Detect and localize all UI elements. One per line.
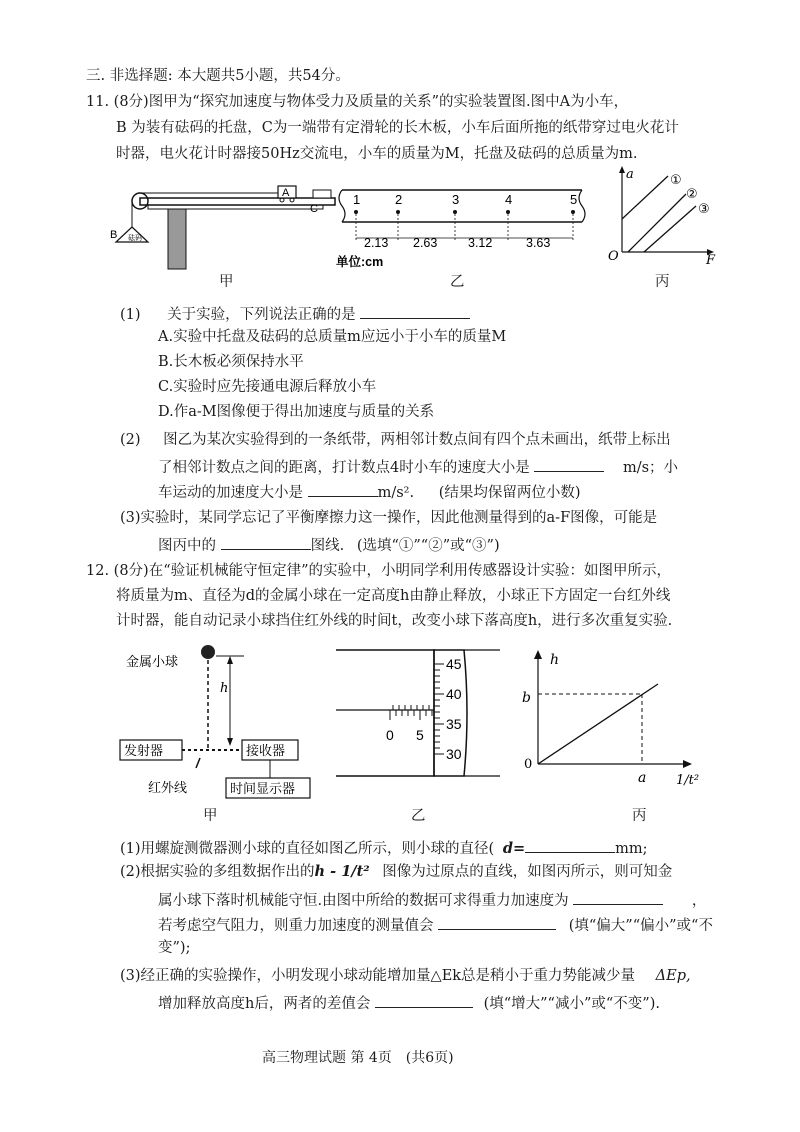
q12-points: (8分) [113, 563, 149, 579]
tape-dot-5 [571, 210, 575, 214]
q11-part-2-line-1 [120, 430, 671, 450]
q12-setup-figure [118, 640, 318, 810]
label-c: C [310, 203, 318, 215]
q12-part-2-text-3b: (填“偏大”“偏小”或“不 [568, 918, 713, 934]
page-footer: 高三物理试题 第 4页 (共6页) [262, 1050, 454, 1066]
q12-stem-line-3: 计时器，能自动记录小球挡住红外线的时间t，改变小球下落高度h，进行多次重复实验. [116, 613, 673, 629]
q12-stem-line-1 [86, 561, 671, 581]
q12-d-symbol: d= [502, 840, 526, 857]
q11-part-2-text-3c: (结果均保留两位小数) [438, 485, 581, 501]
graph-line-1 [622, 176, 668, 219]
q11-stem-line-2: B 为装有砝码的托盘，C为一端带有定滑轮的长木板，小车后面所拖的纸带穿过电火花计 [116, 120, 679, 136]
graph-line-label-3: ③ [698, 201, 710, 216]
tape-distance-2: 2.63 [413, 236, 438, 250]
graph-f-axis-label: F [706, 253, 716, 264]
q12-part-2-text-2a: 属小球下落时机械能守恒.由图中所给的数据可求得重力加速度为 [158, 893, 569, 909]
tape-dot-3 [453, 210, 457, 214]
q12-stem-line-2: 将质量为m、直径为d的金属小球在一定高度h由静止释放，小球正下方固定一台红外线 [116, 588, 671, 604]
q11-part-3-line-2 [158, 533, 500, 556]
q12-part-3-text-1a: (3)经正确的实验操作，小明发现小球动能增加量△Ek总是稍小于重力势能减少量 [120, 968, 636, 984]
q12-number: 12. [86, 563, 110, 579]
q11-graph-line-blank[interactable] [221, 533, 311, 550]
q11-part-2-text-3b: m/s². [377, 485, 415, 501]
q12-part-2-line-2 [158, 888, 706, 911]
q11-acceleration-blank[interactable] [308, 480, 378, 497]
q11-af-graph [604, 164, 724, 264]
q11-part-2-line-2 [158, 455, 678, 478]
label-b: B [110, 229, 118, 241]
infrared-label: 红外线 [148, 780, 188, 795]
q12-part-2-text-1c: 图像为过原点的直线，如图丙所示，则可知金 [382, 864, 673, 880]
q12-h-graph [516, 646, 710, 786]
section-heading: 三. 非选择题: 本大题共5小题，共54分。 [86, 68, 350, 84]
q11-part-2-num: (2) [120, 432, 141, 448]
q11-velocity-blank[interactable] [534, 455, 604, 472]
tape-distance-4: 3.63 [526, 236, 551, 250]
q12-micrometer-figure [334, 648, 502, 780]
h-line [538, 684, 658, 764]
main-scale-0: 0 [386, 727, 394, 743]
q12-part-2-line-4: 变”); [158, 940, 191, 956]
q12-diameter-blank[interactable] [525, 836, 615, 853]
q12-measured-value-blank[interactable] [438, 913, 556, 930]
q11-option-c: C.实验时应先接通电源后释放小车 [158, 379, 377, 395]
q11-part-2-text-2a: 了相邻计数点之间的距离，打计数点4时小车的速度大小是 [158, 460, 530, 476]
q12-part-2-text-3a: 若考虑空气阻力，则重力加速度的测量值会 [158, 918, 434, 934]
q12-difference-blank[interactable] [375, 991, 473, 1008]
tape-dot-4 [506, 210, 510, 214]
table-leg [168, 209, 186, 269]
tape-distance-1: 2.13 [364, 236, 389, 250]
q12-gravity-blank[interactable] [573, 888, 663, 905]
graph-a-axis-label: a [626, 167, 634, 182]
q11-part-2-text-1: 图乙为某次实验得到的一条纸带，两相邻计数点间有四个点未画出，纸带上标出 [163, 432, 671, 448]
thimble-35: 35 [446, 716, 462, 732]
q11-part-1-blank[interactable] [360, 302, 470, 319]
q11-part-1 [120, 302, 470, 325]
q12-part-1-text: (1)用螺旋测微器测小球的直径如图乙所示，则小球的直径( [120, 841, 495, 857]
q12-part-1-unit: mm; [615, 841, 648, 857]
q11-fig-b-caption: 乙 [450, 274, 465, 290]
q11-option-a: A.实验中托盘及砝码的总质量m应远小于小车的质量M [158, 329, 507, 345]
long-board [140, 198, 335, 205]
q11-part-3-text-2a: 图丙中的 [158, 538, 216, 554]
q11-part-3-text-2c: (选填“①”“②”或“③”) [356, 538, 500, 554]
q12-part-3-line-1 [120, 966, 691, 986]
tape-distance-3: 3.12 [468, 236, 493, 250]
q11-part-3-text-2b: 图线. [310, 538, 345, 554]
thimble-45: 45 [446, 656, 462, 672]
graph-origin-label: O [608, 249, 619, 264]
q11-number: 11. [86, 94, 110, 110]
receiver-label: 接收器 [246, 743, 286, 758]
q12-stem-text-1: 在“验证机械能守恒定律”的实验中，小明同学利用传感器设计实验：如图甲所示， [148, 563, 672, 579]
graph-line-label-1: ① [670, 172, 682, 187]
q11-stem-line-3: 时器，电火花计时器接50Hz交流电，小车的质量为M，托盘及砝码的总质量为m. [116, 146, 638, 162]
q12-h-t2-formula: h - 1/t² [314, 863, 370, 880]
q12-fig-c-caption: 丙 [632, 808, 647, 824]
tape-dot-1 [354, 210, 358, 214]
q11-part-1-text: 关于实验，下列说法正确的是 [167, 307, 356, 323]
q12-delta-ep: ΔEp, [655, 968, 691, 984]
q12-part-3-text-2b: (填“增大”“减小”或“不变”). [483, 996, 660, 1012]
q12-part-2-text-2b: ， [691, 893, 707, 909]
tape-point-label-1: 1 [353, 192, 361, 207]
thimble-30: 30 [446, 746, 462, 762]
height-label: h [220, 681, 229, 696]
q11-tape-figure [336, 186, 588, 268]
q11-part-2-text-3a: 车运动的加速度大小是 [158, 485, 303, 501]
q11-stem-text-1: 图甲为“探究加速度与物体受力及质量的关系”的实验装置图.图中A为小车， [148, 94, 629, 110]
tape-point-label-5: 5 [570, 192, 578, 207]
display-label: 时间显示器 [230, 781, 296, 796]
q11-stem-line-1 [86, 92, 628, 112]
a-label: a [638, 770, 647, 786]
tape-point-label-2: 2 [395, 192, 403, 207]
graph-line-label-2: ② [686, 186, 698, 201]
q11-fig-a-caption: 甲 [219, 274, 234, 290]
svg-text:砝码: 砝码 [128, 235, 142, 242]
q12-part-2-text-1a: (2)根据实验的多组数据作出的 [120, 864, 315, 880]
q12-part-3-line-2 [158, 991, 660, 1014]
label-a: A [282, 187, 290, 199]
ball-label: 金属小球 [126, 654, 179, 669]
h-axis-label: h [550, 652, 560, 668]
q11-points: (8分) [113, 94, 149, 110]
emitter-label: 发射器 [124, 743, 164, 758]
q11-fig-c-caption: 丙 [655, 274, 670, 290]
metal-ball-icon [201, 645, 215, 659]
inv-t2-axis-label: 1/t² [676, 773, 700, 786]
q11-part-2-text-2b: m/s；小 [622, 460, 679, 476]
q12-part-2-line-3 [158, 913, 713, 936]
q11-option-b: B.长木板必须保持水平 [158, 354, 304, 370]
thimble-40: 40 [446, 686, 462, 702]
q11-part-2-line-3 [158, 480, 581, 503]
q12-part-3-text-2a: 增加释放高度h后，两者的差值会 [158, 996, 371, 1012]
tape-unit: 单位:cm [336, 255, 384, 268]
q11-option-d: D.作a-M图像便于得出加速度与质量的关系 [158, 404, 435, 420]
main-scale-5: 5 [416, 727, 424, 743]
q12-fig-b-caption: 乙 [411, 808, 426, 824]
q11-part-1-num: (1) [120, 307, 141, 323]
tape-point-label-3: 3 [452, 192, 460, 207]
tape-dot-2 [396, 210, 400, 214]
tape-point-label-4: 4 [505, 192, 513, 207]
q11-part-3-line-1: (3)实验时，某同学忘记了平衡摩擦力这一操作，因此他测量得到的a-F图像，可能是 [120, 510, 658, 526]
b-label: b [522, 690, 531, 706]
q12-part-1 [120, 836, 648, 859]
graph-origin-zero: 0 [524, 757, 533, 772]
q12-fig-a-caption: 甲 [203, 808, 218, 824]
q12-part-2-line-1 [120, 862, 672, 882]
